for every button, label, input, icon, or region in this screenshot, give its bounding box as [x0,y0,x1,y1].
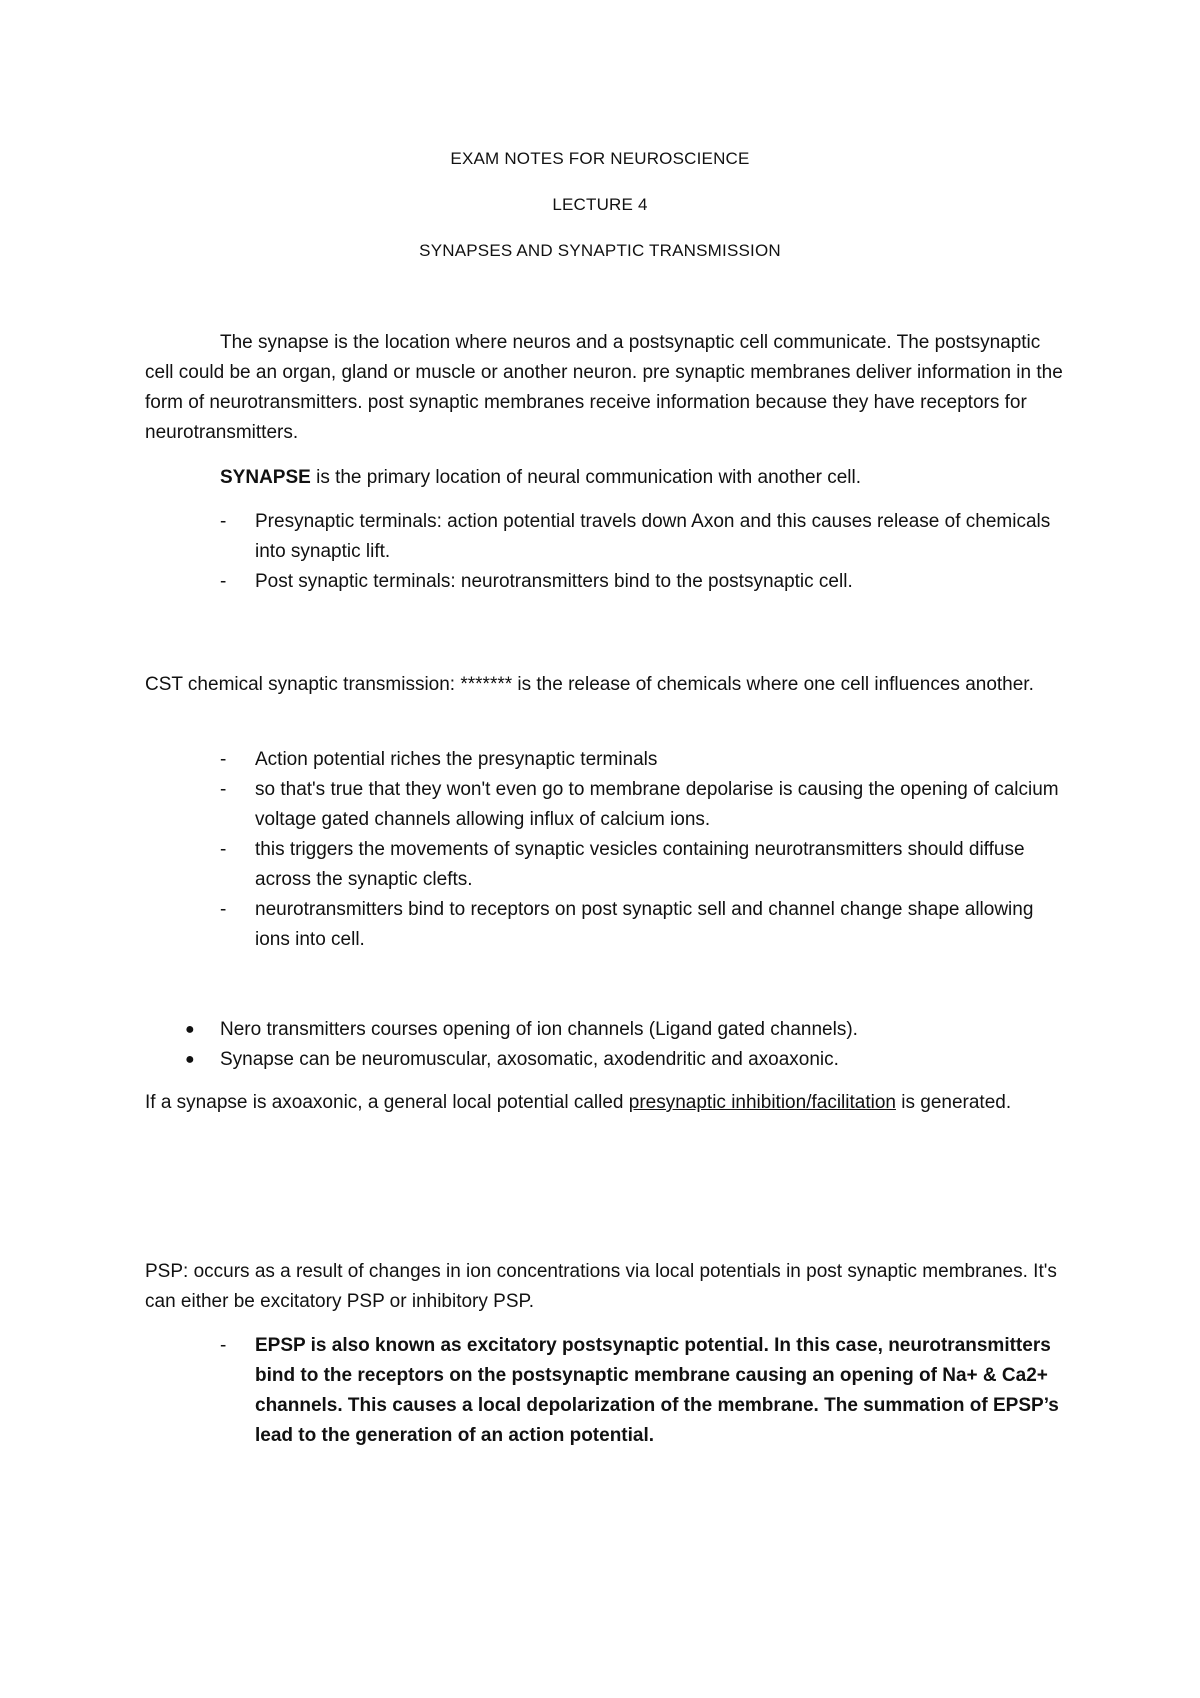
bullet-marker: ● [185,1051,195,1068]
list-item: - neurotransmitters bind to receptors on post synaptic sell and channel change shape allowing ions into cell. [145,895,1065,955]
lecture-number: LECTURE 4 [552,195,648,214]
lecture-topic: SYNAPSES AND SYNAPTIC TRANSMISSION [419,241,781,260]
dash-marker: - [220,779,227,800]
axoaxonic-paragraph: If a synapse is axoaxonic, a general local potential called presynaptic inhibition/facilitation is generated. [145,1092,1012,1113]
transmission-steps-list [145,745,1065,955]
list-item: - Presynaptic terminals: action potential travels down Axon and this causes release of chemicals into synaptic lift. [145,507,1065,567]
list-item: ● Synapse can be neuromuscular, axosomatic, axodendritic and axoaxonic. [145,1045,1065,1075]
list-item: ● Nero transmitters courses opening of ion channels (Ligand gated channels). [145,1015,1065,1045]
list-item: - EPSP is also known as excitatory postsynaptic potential. In this case, neurotransmitters bind to the receptors on the postsynaptic membrane causing an opening of Na+ & Ca2+ channels. This causes a local depolarization of the membrane. The summation of EPSP’s lead to the generation of an action potential. [145,1331,1065,1451]
list-item: - so that's true that they won't even go to membrane depolarise is causing the opening of calcium voltage gated channels allowing influx of calcium ions. [145,775,1065,835]
dash-marker: - [220,839,227,860]
document-title: EXAM NOTES FOR NEUROSCIENCE [450,149,750,168]
epsp-list [145,1331,1065,1451]
bullet-marker: ● [185,1021,195,1038]
dash-marker: - [220,571,227,592]
dash-marker: - [220,511,227,532]
intro-paragraph: The synapse is the location where neuros and a postsynaptic cell communicate. The postsynaptic cell could be an organ, gland or muscle or another neuron. pre synaptic membranes deliver information in the form of neurotransmitters. post synaptic membranes receive information because they have receptors for neurotransmitters. [145,332,1063,443]
terminals-list [145,507,1065,597]
underlined-term: presynaptic inhibition/facilitation [628,1092,896,1113]
synapse-definition-text: is the primary location of neural communication with another cell. [310,467,862,488]
bullet-list [145,1015,1065,1075]
dash-marker: - [220,899,227,920]
dash-marker: - [220,749,227,770]
list-item: - this triggers the movements of synaptic vesicles containing neurotransmitters should diffuse across the synaptic clefts. [145,835,1065,895]
list-item: - Action potential riches the presynaptic terminals [145,745,1065,775]
cst-paragraph: CST chemical synaptic transmission: ******* is the release of chemicals where one cell influences another. [145,674,1034,695]
synapse-definition [145,463,1065,493]
synapse-term: SYNAPSE [220,467,311,488]
psp-paragraph: PSP: occurs as a result of changes in ion concentrations via local potentials in post synaptic membranes. It's can either be excitatory PSP or inhibitory PSP. [145,1261,1057,1312]
dash-marker: - [220,1335,227,1356]
list-item: - Post synaptic terminals: neurotransmitters bind to the postsynaptic cell. [145,567,1065,597]
